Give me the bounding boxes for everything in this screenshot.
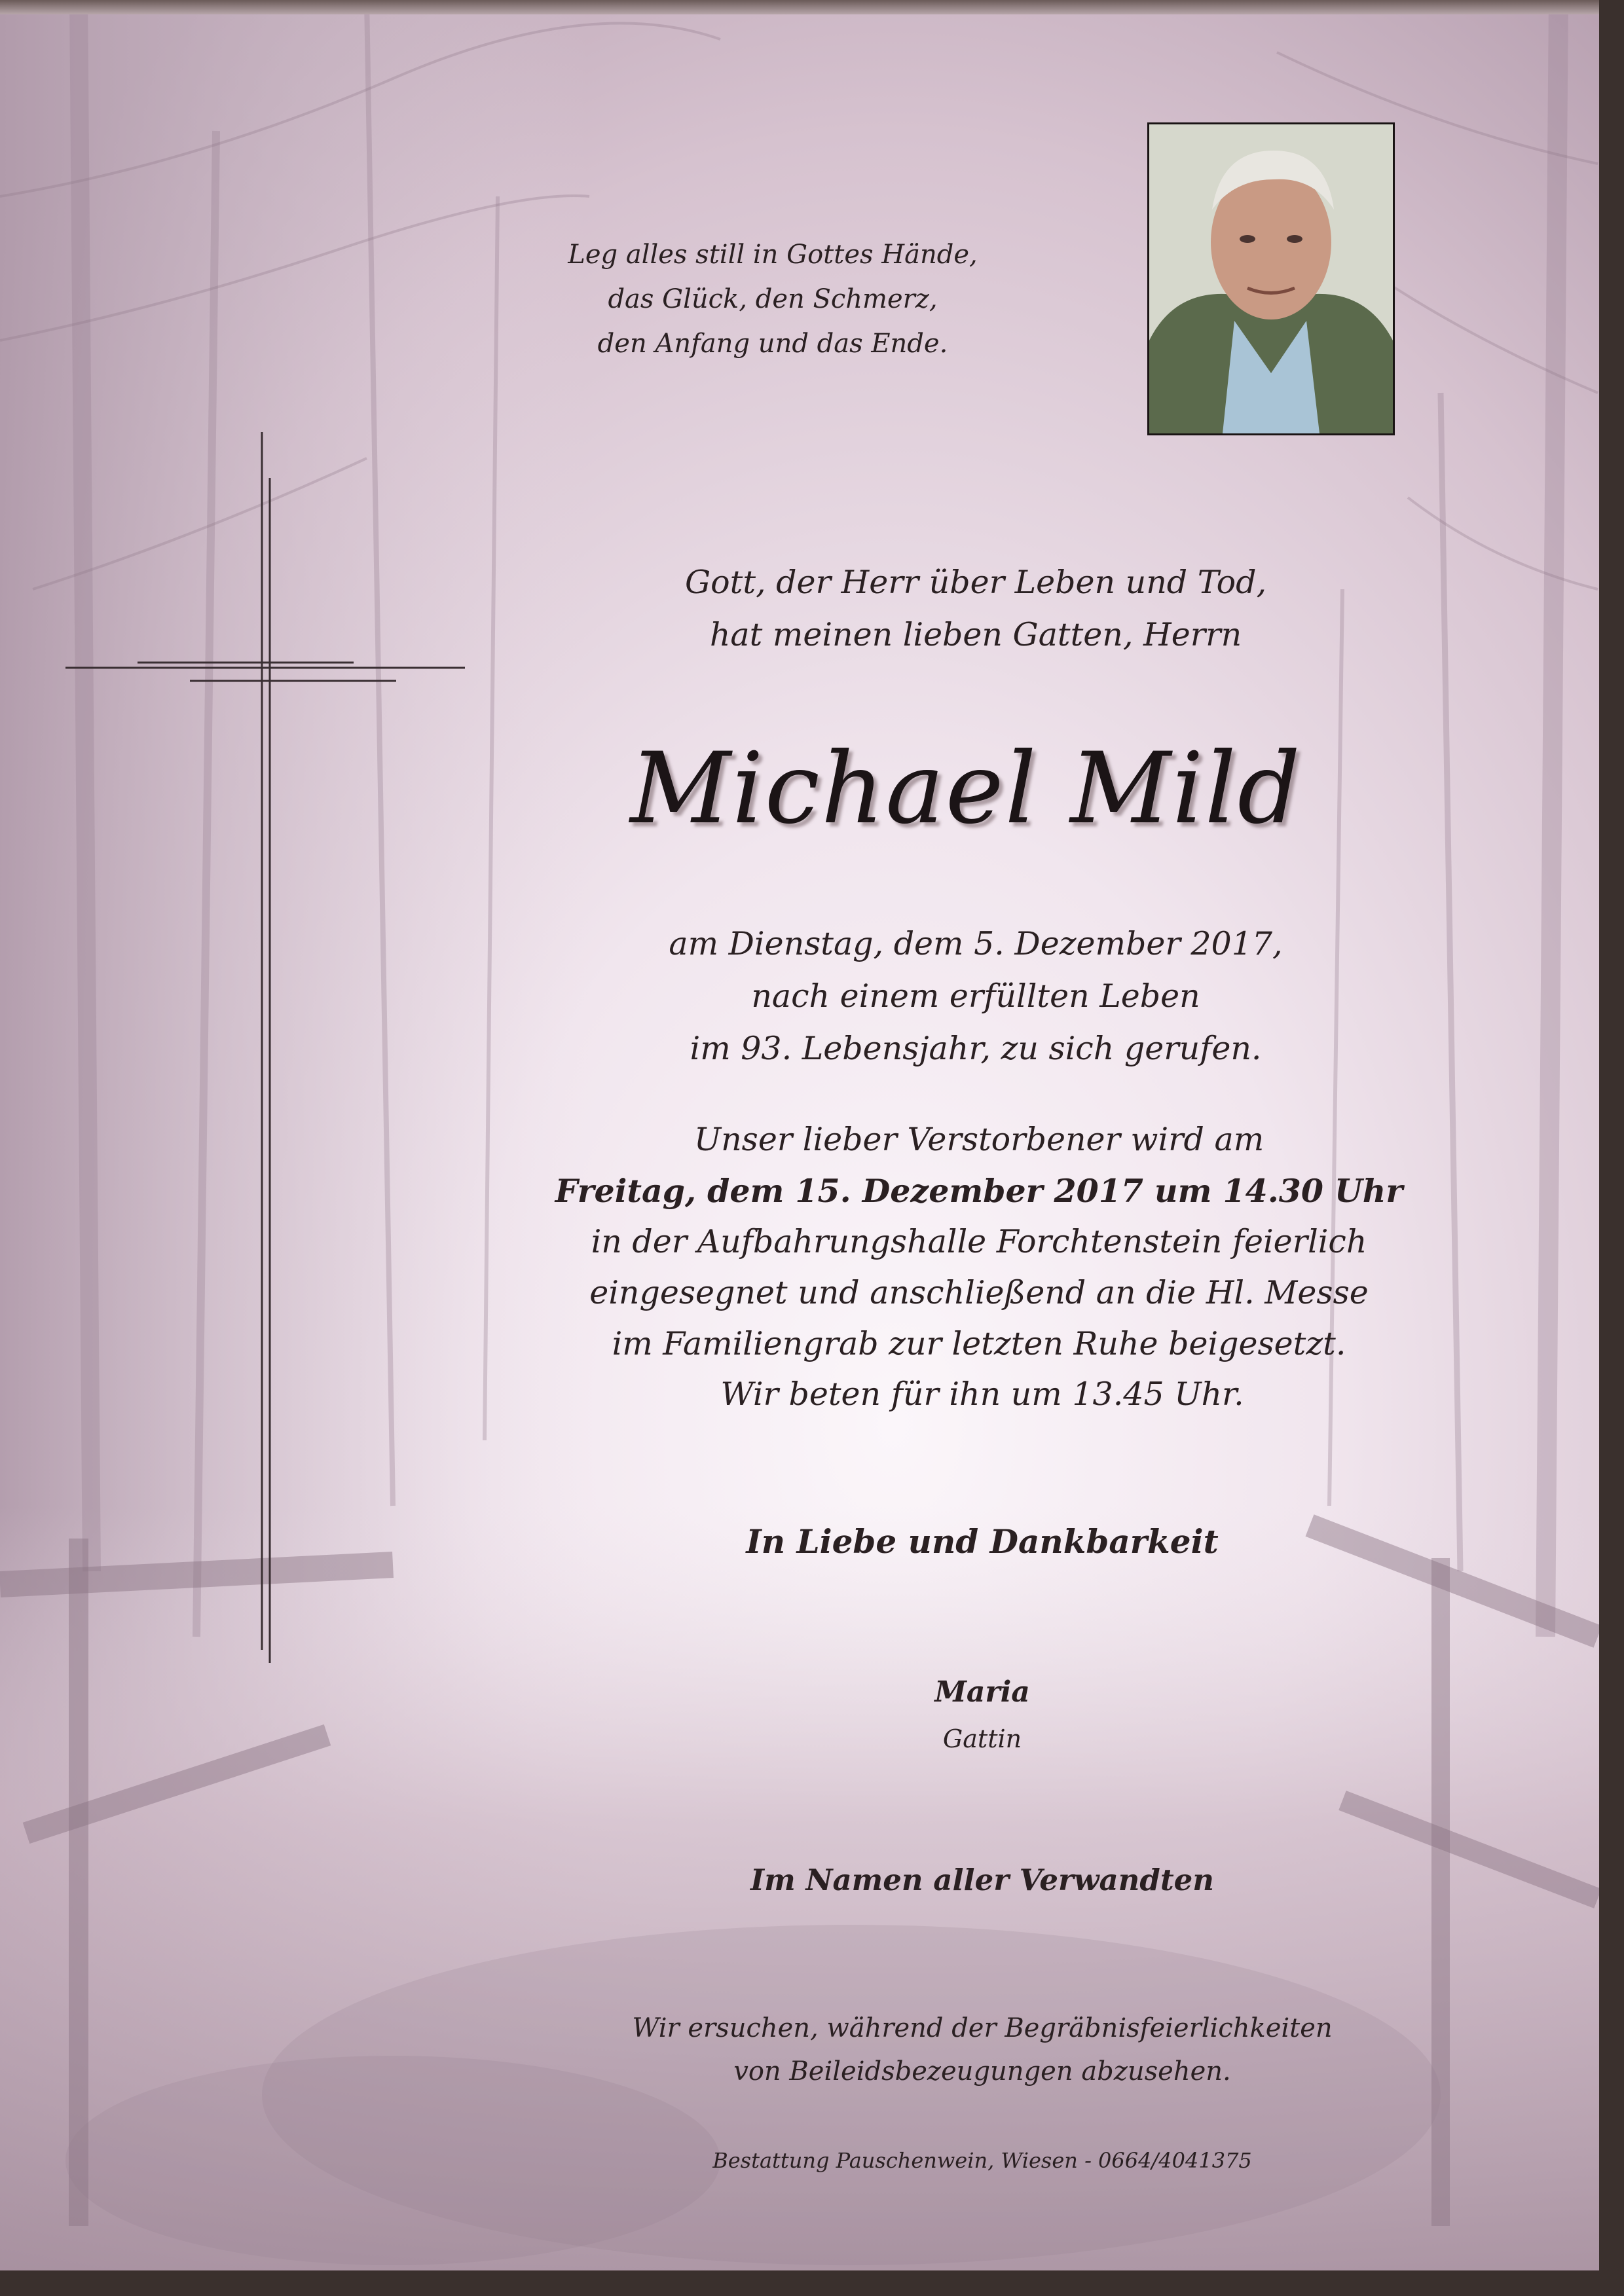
funeral-line: im Familiengrab zur letzten Ruhe beigesetzt. (612, 1325, 1346, 1362)
motto-line: den Anfang und das Ende. (597, 329, 948, 359)
funeral-date-time: Freitag, dem 15. Dezember 2017 um 14.30 Uhr (555, 1172, 1403, 1210)
intro-line: hat meinen lieben Gatten, Herrn (709, 616, 1242, 653)
funeral-line: in der Aufbahrungshalle Forchtenstein feierlich (591, 1223, 1367, 1260)
frame-bottom-border (0, 2270, 1624, 2296)
death-line: nach einem erfüllten Leben (751, 977, 1200, 1015)
request-line: Wir ersuchen, während der Begräbnisfeierlichkeiten (632, 2013, 1333, 2043)
request-line: von Beileidsbezeugungen abzusehen. (733, 2056, 1231, 2086)
motto-verse (511, 232, 1035, 366)
funeral-details (478, 1114, 1480, 1370)
death-line: im 93. Lebensjahr, zu sich gerufen. (690, 1030, 1262, 1067)
cross-icon (65, 432, 471, 1663)
mourner-role: Gattin (942, 1724, 1022, 1753)
funeral-home-footer: Bestattung Pauschenwein, Wiesen - 0664/4041375 (712, 2148, 1252, 2173)
intro-line: Gott, der Herr über Leben und Tod, (684, 564, 1267, 601)
frame-right-border (1599, 0, 1624, 2296)
portrait-photo (1147, 122, 1395, 435)
funeral-line: eingesegnet und anschließend an die Hl. Messe (589, 1274, 1369, 1311)
frame-top-border (0, 0, 1624, 14)
death-details (537, 918, 1414, 1075)
death-line: am Dienstag, dem 5. Dezember 2017, (669, 925, 1283, 962)
funeral-line: Unser lieber Verstorbener wird am (693, 1121, 1264, 1158)
mourner-name: Maria (934, 1675, 1030, 1709)
prayer-time: Wir beten für ihn um 13.45 Uhr. (720, 1376, 1244, 1413)
motto-line: Leg alles still in Gottes Hände, (568, 240, 978, 270)
deceased-name: Michael Mild (630, 732, 1302, 846)
portrait-illustration (1149, 124, 1393, 433)
condolence-request (498, 2007, 1467, 2093)
closing-phrase: In Liebe und Dankbarkeit (746, 1522, 1219, 1561)
relatives-line: Im Namen aller Verwandten (750, 1863, 1214, 1897)
motto-line: das Glück, den Schmerz, (608, 284, 938, 314)
intro-text (550, 556, 1401, 661)
